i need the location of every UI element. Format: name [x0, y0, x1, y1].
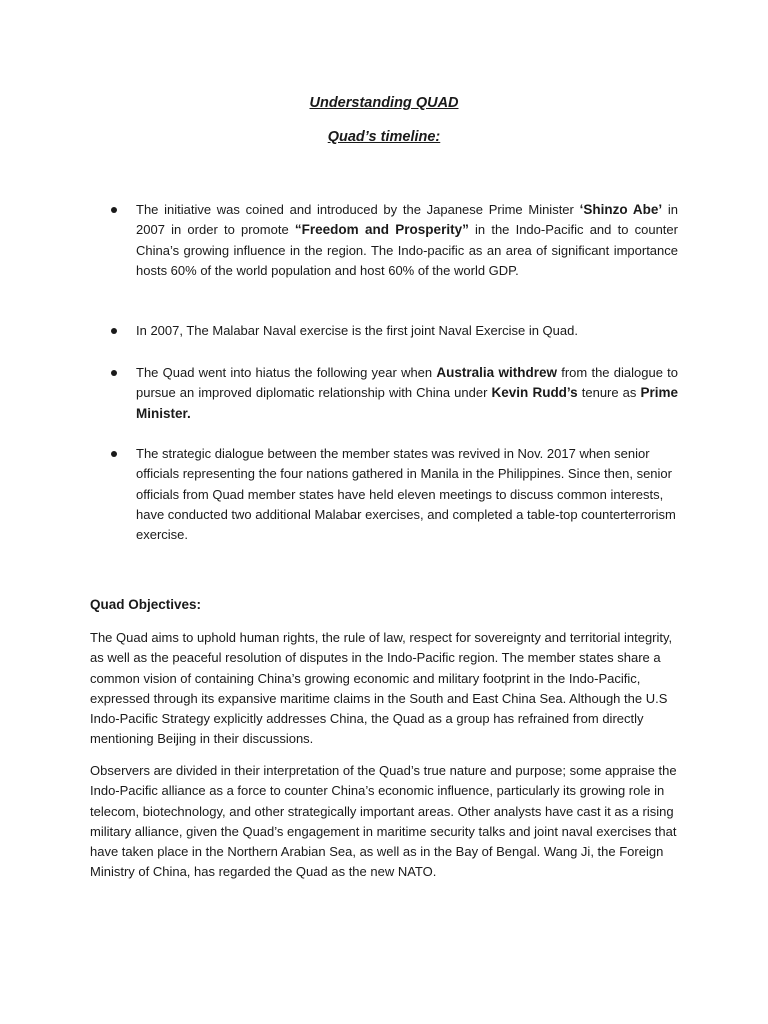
bullet-icon	[111, 451, 117, 457]
bullet-icon	[111, 370, 117, 376]
emphasis: “Freedom and Prosperity”	[294, 222, 469, 238]
objectives-paragraph: The Quad aims to uphold human rights, the rule of law, respect for sovereignty and territorial integrity, as well as the peaceful resolution of disputes in the Indo-Pacific region. The member states share a common vision of containing China’s growing economic and military footprint in the Indo-Pacific, expressed through its expansive maritime claims in the South and East China Sea. Although the U.S Indo-Pacific Strategy explicitly addresses China, the Quad as a group has refrained from directly mentioning Beijing in their discussions.	[90, 630, 673, 747]
list-item-text: The Quad went into hiatus the following year when Australia withdrew from the dialogue to pursue an improved diplomatic relationship with China under Kevin Rudd’s tenure as Prime Minister.	[136, 365, 678, 421]
emphasis: Kevin Rudd’s	[491, 385, 578, 401]
list-item-text: The initiative was coined and introduced by the Japanese Prime Minister ‘Shinzo Abe’ in 2007 in order to promote “Freedom and Prosperity” in the Indo-Pacific and to counter China’s growing influence in the region. The Indo-pacific as an area of significant importance hosts 60% of the world population and host 60% of the world GDP.	[136, 202, 678, 278]
objectives-heading: Quad Objectives:	[90, 597, 202, 612]
bullet-icon	[111, 328, 117, 334]
document-title: Understanding QUAD	[309, 95, 459, 111]
emphasis: Prime Minister.	[136, 385, 678, 421]
bullet-icon	[111, 207, 117, 213]
observers-paragraph: Observers are divided in their interpretation of the Quad’s true nature and purpose; some appraise the Indo-Pacific alliance as a force to counter China’s economic influence, particularly its growing role in telecom, biotechnology, and other strategically important areas. Other analysts have cast it as a rising military alliance, given the Quad’s engagement in maritime security talks and joint naval exercises that have taken place in the Northern Arabian Sea, as well as in the Bay of Bengal. Wang Ji, the Foreign Ministry of China, has regarded the Quad as the new NATO.	[90, 763, 677, 880]
list-item-text: The strategic dialogue between the member states was revived in Nov. 2017 when senior officials representing the four nations gathered in Manila in the Philippines. Since then, senior officials from Quad member states have held eleven meetings to discuss common interests, have conducted two additional Malabar exercises, and completed a table-top counterterrorism exercise.	[136, 446, 676, 543]
list-item-text: In 2007, The Malabar Naval exercise is the first joint Naval Exercise in Quad.	[136, 323, 578, 338]
emphasis: ‘Shinzo Abe’	[579, 202, 663, 217]
emphasis: Australia withdrew	[436, 365, 558, 380]
timeline-heading: Quad’s timeline:	[327, 129, 441, 145]
